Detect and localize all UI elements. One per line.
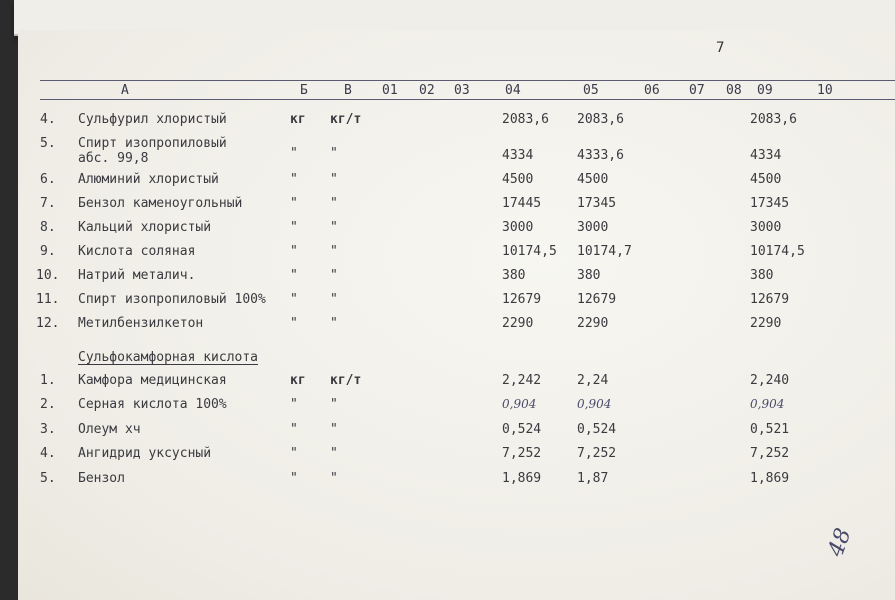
unit-per-ton: "	[330, 471, 338, 486]
column-header-01: 01	[382, 83, 398, 98]
value-04: 380	[502, 268, 526, 283]
value-04: 3000	[502, 220, 534, 235]
material-name: Кислота соляная	[78, 244, 196, 259]
row-number: 8.	[40, 220, 56, 235]
unit-per-ton: "	[330, 446, 338, 461]
value-04: 2083,6	[502, 112, 549, 127]
value-09: 7,252	[750, 446, 790, 461]
value-04: 4334	[502, 148, 534, 163]
value-05: 10174,7	[577, 244, 632, 259]
value-05: 3000	[577, 220, 609, 235]
row-number: 1.	[40, 373, 56, 388]
material-name: Бензол каменоугольный	[78, 196, 243, 211]
unit: "	[290, 292, 298, 307]
unit: "	[290, 397, 298, 412]
row-number: 10.	[36, 268, 60, 283]
value-04: 10174,5	[502, 244, 557, 259]
unit: кг	[290, 112, 306, 127]
row-number: 9.	[40, 244, 56, 259]
value-05: 17345	[577, 196, 617, 211]
column-header-a: А	[121, 83, 129, 98]
material-name: Метилбензилкетон	[78, 316, 204, 331]
unit: "	[290, 196, 298, 211]
document-page	[18, 30, 895, 600]
value-04-handwritten: 0,904	[502, 397, 537, 411]
column-header-02: 02	[419, 83, 435, 98]
value-09: 2083,6	[750, 112, 797, 127]
value-05: 2290	[577, 316, 609, 331]
column-header-04: 04	[505, 83, 521, 98]
unit: "	[290, 220, 298, 235]
unit: "	[290, 471, 298, 486]
value-05: 2083,6	[577, 112, 624, 127]
unit-per-ton: "	[330, 268, 338, 283]
unit-per-ton: "	[330, 422, 338, 437]
unit: "	[290, 172, 298, 187]
row-number: 5.	[40, 136, 56, 151]
material-name: Сульфурил хлористый	[78, 112, 227, 127]
value-05: 1,87	[577, 471, 609, 486]
value-09: 4500	[750, 172, 782, 187]
material-name: Алюминий хлористый	[78, 172, 219, 187]
table-header-top-rule	[40, 80, 895, 81]
value-05: 0,524	[577, 422, 617, 437]
section-title: Сульфокамфорная кислота	[78, 350, 259, 365]
value-04: 17445	[502, 196, 542, 211]
value-05: 7,252	[577, 446, 617, 461]
value-05: 12679	[577, 292, 617, 307]
value-09: 12679	[750, 292, 790, 307]
unit-per-ton: "	[330, 220, 338, 235]
column-header-05: 05	[583, 83, 599, 98]
unit: "	[290, 146, 298, 161]
column-header-08: 08	[726, 83, 742, 98]
value-04: 7,252	[502, 446, 542, 461]
unit: "	[290, 268, 298, 283]
value-09: 1,869	[750, 471, 790, 486]
unit: "	[290, 316, 298, 331]
value-09: 4334	[750, 148, 782, 163]
unit-per-ton: "	[330, 196, 338, 211]
material-name: Спирт изопропиловый абс. 99,8	[78, 136, 227, 166]
unit: "	[290, 446, 298, 461]
value-05: 4333,6	[577, 148, 624, 163]
row-number: 11.	[36, 292, 60, 307]
unit-per-ton: "	[330, 316, 338, 331]
value-05: 380	[577, 268, 601, 283]
row-number: 12.	[36, 316, 60, 331]
material-name: Бензол	[78, 471, 125, 486]
row-number: 6.	[40, 172, 56, 187]
unit-per-ton: "	[330, 292, 338, 307]
unit-per-ton: кг/т	[330, 112, 362, 127]
row-number: 4.	[40, 446, 56, 461]
material-name: Серная кислота 100%	[78, 397, 227, 412]
material-name: Спирт изопропиловый 100%	[78, 292, 266, 307]
row-number: 5.	[40, 471, 56, 486]
unit-per-ton: "	[330, 146, 338, 161]
value-04: 2290	[502, 316, 534, 331]
unit-per-ton: "	[330, 397, 338, 412]
value-09-handwritten: 0,904	[750, 397, 785, 411]
unit: "	[290, 422, 298, 437]
value-04: 2,242	[502, 373, 542, 388]
material-name: Натрий металич.	[78, 268, 196, 283]
value-05-handwritten: 0,904	[577, 397, 612, 411]
value-04: 4500	[502, 172, 534, 187]
row-number: 3.	[40, 422, 56, 437]
material-name: Олеум хч	[78, 422, 141, 437]
column-header-03: 03	[454, 83, 470, 98]
unit-per-ton: "	[330, 244, 338, 259]
column-header-v: В	[344, 83, 352, 98]
value-09: 0,521	[750, 422, 790, 437]
material-name: Ангидрид уксусный	[78, 446, 212, 461]
material-name: Камфора медицинская	[78, 373, 227, 388]
value-09: 10174,5	[750, 244, 805, 259]
handwritten-page-mark: 48	[823, 525, 857, 560]
value-09: 2,240	[750, 373, 790, 388]
unit-per-ton: "	[330, 172, 338, 187]
column-header-10: 10	[817, 83, 833, 98]
material-name: Кальций хлористый	[78, 220, 212, 235]
table-header-bottom-rule	[40, 99, 895, 100]
value-09: 380	[750, 268, 774, 283]
value-04: 12679	[502, 292, 542, 307]
value-05: 4500	[577, 172, 609, 187]
value-04: 0,524	[502, 422, 542, 437]
value-09: 17345	[750, 196, 790, 211]
value-09: 2290	[750, 316, 782, 331]
column-header-b: Б	[300, 83, 308, 98]
unit-per-ton: кг/т	[330, 373, 362, 388]
column-header-07: 07	[689, 83, 705, 98]
row-number: 4.	[40, 112, 56, 127]
value-04: 1,869	[502, 471, 542, 486]
row-number: 7.	[40, 196, 56, 211]
column-header-06: 06	[644, 83, 660, 98]
value-09: 3000	[750, 220, 782, 235]
unit: кг	[290, 373, 306, 388]
value-05: 2,24	[577, 373, 609, 388]
column-header-09: 09	[757, 83, 773, 98]
row-number: 2.	[40, 397, 56, 412]
page-number: 7	[716, 40, 725, 56]
unit: "	[290, 244, 298, 259]
